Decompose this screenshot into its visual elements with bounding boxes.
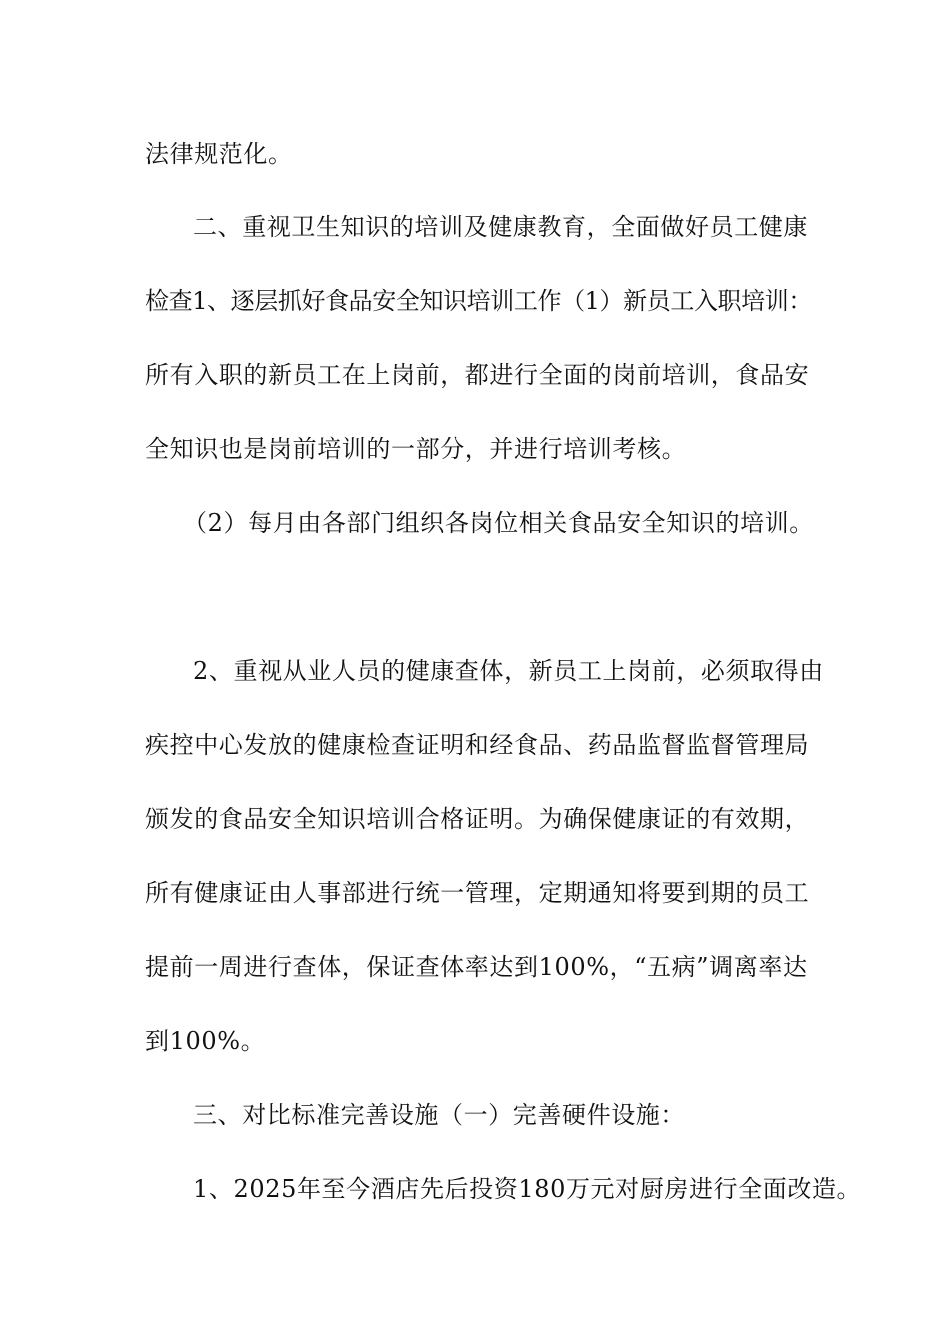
text-line: 全知识也是岗前培训的一部分，并进行培训考核。 [145, 435, 687, 463]
text-line: 检查1、逐层抓好食品安全知识培训工作（1）新员工入职培训： [145, 287, 812, 315]
text-line: 疾控中心发放的健康检查证明和经食品、药品监督监督管理局 [145, 731, 810, 759]
text-line: 颁发的食品安全知识培训合格证明。为确保健康证的有效期， [145, 805, 810, 833]
text-line: 1、2025年至今酒店先后投资180万元对厨房进行全面改造。 [193, 1175, 862, 1203]
text-line: （2）每月由各部门组织各岗位相关食品安全知识的培训。 [183, 509, 814, 537]
section-heading: 二、重视卫生知识的培训及健康教育，全面做好员工健康 [193, 213, 808, 241]
section-heading: 三、对比标准完善设施（一）完善硬件设施： [193, 1101, 685, 1129]
text-line: 提前一周进行查体，保证查体率达到100%，“五病”调离率达 [145, 953, 808, 981]
text-line: 2、重视从业人员的健康查体，新员工上岗前，必须取得由 [193, 657, 824, 685]
text-line: 所有健康证由人事部进行统一管理，定期通知将要到期的员工 [145, 879, 810, 907]
text-line: 法律规范化。 [145, 140, 293, 168]
text-line: 到100%。 [145, 1027, 266, 1055]
text-line: 所有入职的新员工在上岗前，都进行全面的岗前培训，食品安 [145, 361, 810, 389]
